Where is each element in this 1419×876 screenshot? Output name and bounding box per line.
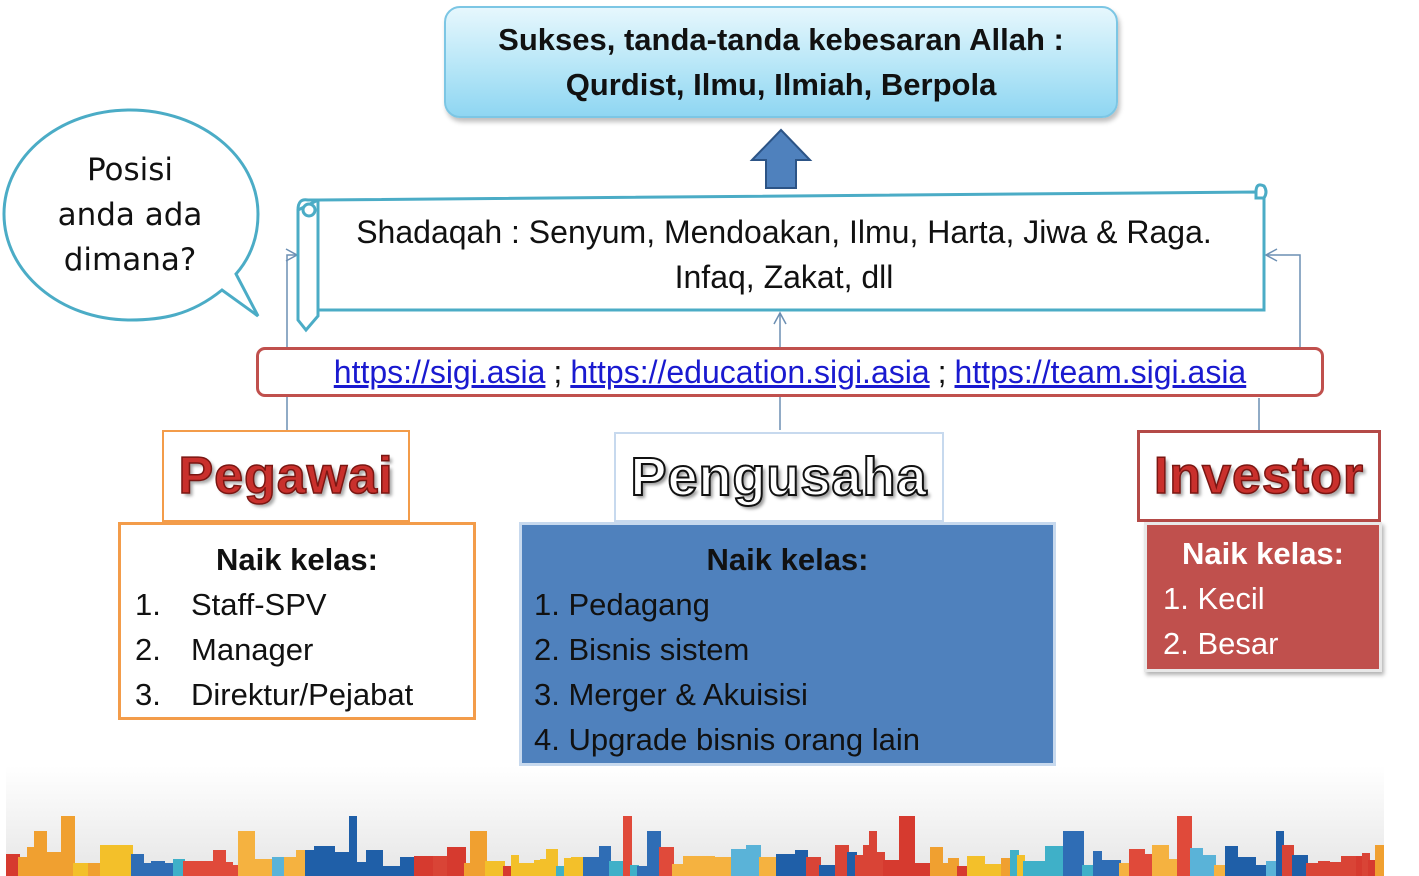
skyline-building <box>698 856 715 876</box>
shadaqah-scroll <box>320 210 1248 300</box>
skyline-building <box>883 860 901 876</box>
skyline-building <box>470 831 487 876</box>
skyline-building <box>1177 816 1192 876</box>
bubble-line-3: dimana? <box>63 242 197 278</box>
pegawai-connector <box>287 255 297 430</box>
skyline-building <box>272 857 286 876</box>
bubble-line-1: Posisi <box>86 152 174 188</box>
skyline-building <box>1254 865 1268 876</box>
speech-bubble <box>20 148 240 283</box>
link-separator: ; <box>937 353 947 390</box>
skyline-building <box>183 861 203 876</box>
skyline-building <box>88 863 102 876</box>
pengusaha-header: Pengusaha <box>614 432 944 522</box>
city-skyline-banner <box>6 766 1384 876</box>
skyline-building <box>1063 831 1084 876</box>
skyline-building <box>647 831 661 876</box>
skyline-building <box>119 845 133 876</box>
skyline-building <box>253 859 274 876</box>
list-item: 3. Direktur/Pejabat <box>135 677 414 712</box>
skyline-building <box>433 856 449 876</box>
list-item: 1. Kecil <box>1163 581 1265 616</box>
skyline-building <box>1100 860 1121 876</box>
investor-title: Naik kelas: <box>1182 536 1344 571</box>
pegawai-header: Pegawai <box>162 430 410 522</box>
skyline-building <box>983 864 1003 876</box>
skyline-building <box>201 861 215 876</box>
skyline-building <box>1045 846 1065 876</box>
investor-box <box>1144 522 1382 672</box>
skyline-building <box>583 857 601 876</box>
list-item: 1. Pedagang <box>534 587 710 622</box>
list-item: 1. Staff-SPV <box>135 587 327 622</box>
skyline-building <box>713 857 733 876</box>
skyline-building <box>400 857 416 876</box>
link-sigi[interactable]: https://sigi.asia <box>333 353 546 390</box>
skyline-building <box>381 866 402 876</box>
skyline-building <box>1129 849 1145 876</box>
skyline-building <box>73 863 90 876</box>
skyline-building <box>776 854 797 876</box>
skyline-building <box>238 831 255 876</box>
list-item: 2. Bisnis sistem <box>534 632 750 667</box>
link-education[interactable]: https://education.sigi.asia <box>570 353 930 390</box>
skyline-building <box>517 863 536 876</box>
skyline-building <box>659 847 674 876</box>
skyline-building <box>333 852 351 876</box>
list-item: 3. Merger & Akuisisi <box>534 677 808 712</box>
link-team[interactable]: https://team.sigi.asia <box>954 353 1247 390</box>
pengusaha-box <box>519 522 1056 766</box>
scroll-line-2: Infaq, Zakat, dll <box>674 259 894 295</box>
scroll-line-1: Shadaqah : Senyum, Mendoakan, Ilmu, Harta, Jiwa & Raga. <box>356 214 1212 250</box>
skyline-building <box>314 846 335 876</box>
skyline-building <box>1292 855 1308 876</box>
skyline-building <box>835 845 849 876</box>
skyline-building <box>447 847 466 876</box>
skyline-building <box>151 861 165 876</box>
pegawai-box <box>118 522 476 720</box>
links-bar <box>256 347 1324 397</box>
skyline-building <box>284 857 298 876</box>
pegawai-title: Naik kelas: <box>216 542 378 577</box>
skyline-building <box>571 857 585 876</box>
skyline-building <box>61 816 75 876</box>
list-item: 4. Upgrade bisnis orang lain <box>534 722 921 757</box>
skyline-building <box>1152 845 1169 876</box>
skyline-building <box>1306 863 1320 876</box>
skyline-building <box>100 845 121 876</box>
skyline-building <box>1236 857 1256 876</box>
skyline-building <box>967 856 985 876</box>
list-item: 2. Besar <box>1163 626 1279 661</box>
skyline-building <box>1328 862 1343 876</box>
skyline-building <box>1033 861 1047 876</box>
skyline-building <box>1201 855 1216 876</box>
skyline-building <box>746 845 761 876</box>
skyline-building <box>609 861 625 876</box>
up-arrow-icon <box>752 130 810 188</box>
skyline-building <box>806 857 821 876</box>
list-item: 2. Manager <box>135 632 314 667</box>
investor-header: Investor <box>1137 430 1381 522</box>
success-line-1: Sukses, tanda-tanda kebesaran Allah : <box>498 22 1064 57</box>
link-separator: ; <box>553 353 563 390</box>
bubble-line-2: anda ada <box>57 197 203 233</box>
skyline-building <box>1341 856 1358 876</box>
success-line-2: Qurdist, Ilmu, Ilmiah, Berpola <box>565 67 997 102</box>
success-box <box>444 6 1118 118</box>
skyline-building <box>731 849 748 876</box>
skyline-building <box>366 850 383 876</box>
skyline-building <box>1375 845 1384 876</box>
skyline-building <box>913 863 932 876</box>
skyline-building <box>759 857 778 876</box>
skyline-building <box>6 854 20 876</box>
skyline-building <box>819 865 837 876</box>
skyline-building <box>414 856 435 876</box>
skyline-building <box>899 816 915 876</box>
skyline-building <box>683 856 700 876</box>
skyline-building <box>45 852 63 876</box>
pengusaha-title: Naik kelas: <box>706 542 869 577</box>
skyline-building <box>485 861 505 876</box>
